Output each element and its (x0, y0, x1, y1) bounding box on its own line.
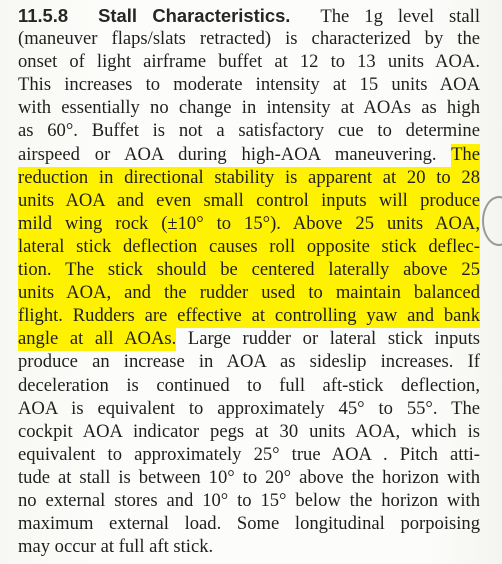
highlighted-text: tion. The stick should be centered laterally above 25 (18, 259, 480, 281)
highlighted-text: angle at all AOAs. (18, 328, 177, 350)
paragraph-text: AOA is equivalent to approximately 45° to 55°. The (18, 397, 480, 419)
paragraph-text: tude at stall is between 10° to 20° above the horizon with (18, 466, 480, 488)
text-line (18, 466, 480, 489)
text-line (18, 96, 480, 119)
text-line (18, 189, 480, 212)
paragraph-text: (maneuver flaps/slats retracted) is characterized by the (18, 28, 480, 50)
text-line (18, 50, 480, 73)
text-line (18, 235, 480, 258)
text-line (18, 420, 480, 443)
section-heading: Stall Characteristics. (98, 5, 291, 26)
text-line (18, 512, 480, 535)
section-number: 11.5.8 (18, 5, 69, 26)
text-line (18, 119, 480, 142)
page-curl-mark (482, 196, 502, 246)
paragraph-text: airspeed or AOA during high-AOA maneuvering. (18, 143, 452, 165)
text-line (18, 374, 480, 397)
paragraph-body (18, 27, 480, 558)
text-line (18, 327, 480, 350)
text-line (18, 350, 480, 373)
paragraph-text: cockpit AOA indicator pegs at 30 units AOA, which is (18, 420, 480, 442)
section-text (18, 4, 480, 558)
text-line (18, 304, 480, 327)
paragraph-text: as 60°. Buffet is not a satisfactory cue to determine (18, 120, 480, 142)
text-line (18, 281, 480, 304)
text-line (18, 73, 480, 96)
paragraph-text: deceleration is continued to full aft-stick deflection, (18, 374, 480, 396)
highlighted-text: lateral stick deflection causes roll opposite stick deflec- (18, 235, 480, 257)
text-line (18, 166, 480, 189)
paragraph-text: equivalent to approximately 25° true AOA . Pitch atti- (18, 443, 480, 465)
paragraph-text: with essentially no change in intensity at AOAs as high (18, 97, 480, 119)
paragraph-text: may occur at full aft stick. (18, 536, 214, 558)
paragraph-text: Large rudder or lateral stick inputs (176, 328, 481, 350)
highlighted-text: The (451, 143, 480, 165)
text-line (18, 27, 480, 50)
paragraph-text: onset of light airframe buffet at 12 to 13 units AOA. (18, 51, 480, 73)
text-line (18, 535, 480, 558)
highlighted-text: units AOA and even small control inputs will produce (18, 189, 480, 211)
heading-line (18, 4, 480, 27)
paragraph-text: no external stores and 10° to 15° below the horizon with (18, 489, 480, 511)
text-line (18, 143, 480, 166)
highlighted-text: reduction in directional stability is apparent at 20 to 28 (18, 166, 480, 188)
text-line (18, 258, 480, 281)
highlighted-text: flight. Rudders are effective at controlling yaw and bank (18, 305, 480, 327)
text-line (18, 212, 480, 235)
paragraph-text: maximum external load. Some longitudinal porpoising (18, 513, 480, 535)
text-line (18, 443, 480, 466)
highlighted-text: units AOA, and the rudder used to maintain balanced (18, 282, 480, 304)
text-line (18, 397, 480, 420)
text-line (18, 489, 480, 512)
paragraph-text: produce an increase in AOA as sideslip increases. If (18, 351, 480, 373)
paragraph-text: The 1g level stall (320, 6, 480, 27)
highlighted-text: mild wing rock (±10° to 15°). Above 25 units AOA, (18, 212, 480, 234)
paragraph-text: This increases to moderate intensity at 15 units AOA (18, 74, 480, 96)
